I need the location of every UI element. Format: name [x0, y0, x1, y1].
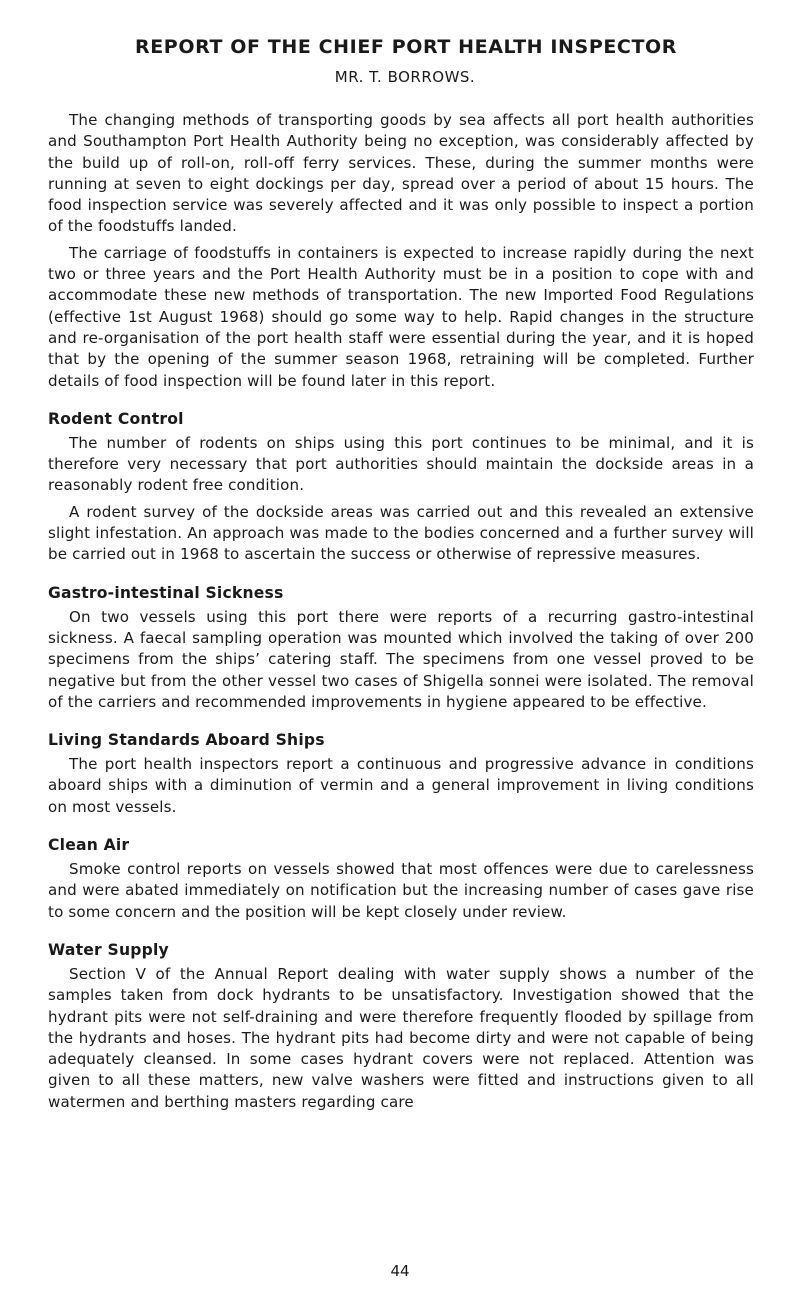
section-paragraph: The number of rodents on ships using this port continues to be minimal, and it is therefore very necessary that port authorities should maintain the dockside areas in a reasonably rodent free condition. [48, 433, 754, 495]
section-paragraph: Section V of the Annual Report dealing with water supply shows a number of the samples taken from dock hydrants to be unsatisfactory. Investigation showed that the hydrant pits were not self-draining and were therefore frequently flooded by spillage from the hydrants and hoses. The hydrant pits had become dirty and were not capable of being adequately cleansed. In some cases hydrant covers were not replaced. Attention was given to all these matters, new valve washers were fitted and instructions given to all watermen and berthing masters regarding care [48, 964, 754, 1111]
section-paragraph: A rodent survey of the dockside areas was carried out and this revealed an extensive slight infestation. An approach was made to the bodies concerned and a further survey will be carried out in 1968 to ascertain the success or otherwise of repressive measures. [48, 502, 754, 564]
page-number: 44 [390, 1262, 410, 1280]
section-paragraph: Smoke control reports on vessels showed that most offences were due to carelessness and were abated immediately on notification but the increasing number of cases gave rise to some concern and the position will be kept closely under review. [48, 860, 754, 921]
section-paragraph: On two vessels using this port there were reports of a recurring gastro-intestinal sickness. A faecal sampling operation was mounted which involved the taking of over 200 specimens from the ships’ catering staff. The specimens from one vessel proved to be negative but from the other vessel two cases of Shigella sonnei were isolated. The removal of the carriers and recommended improvements in hygiene appeared to be effective. [48, 607, 754, 711]
section-heading-living-standards: Living Standards Aboard Ships [48, 731, 325, 750]
section-heading-water-supply: Water Supply [48, 940, 169, 959]
section-heading-gastro-intestinal: Gastro-intestinal Sickness [48, 583, 284, 602]
section-paragraph: The port health inspectors report a continuous and progressive advance in conditions aboard ships with a diminution of vermin and a general improvement in living conditions on most vessels. [48, 755, 754, 816]
report-author: MR. T. BORROWS. [334, 68, 476, 86]
section-heading-rodent-control: Rodent Control [48, 409, 184, 428]
report-title: REPORT OF THE CHIEF PORT HEALTH INSPECTOR [134, 36, 678, 58]
intro-paragraph: The changing methods of transporting goods by sea affects all port health authorities and Southampton Port Health Authority being no exception, was considerably affected by the build up of roll-on, roll-off ferry services. These, during the summer months were running at seven to eight dockings per day, spread over a period of about 15 hours. The food inspection service was severely affected and it was only possible to inspect a portion of the foodstuffs landed. [48, 111, 754, 236]
section-heading-clean-air: Clean Air [48, 836, 130, 855]
intro-paragraph: The carriage of foodstuffs in containers is expected to increase rapidly during the next two or three years and the Port Health Authority must be in a position to cope with and accommodate these new methods of transportation. The new Imported Food Regulations (effective 1st August 1968) should go some way to help. Rapid changes in the structure and re-organisation of the port health staff were essential during the year, and it is hoped that by the opening of the summer season 1968, retraining will be completed. Further details of food inspection will be found later in this report. [48, 243, 754, 390]
